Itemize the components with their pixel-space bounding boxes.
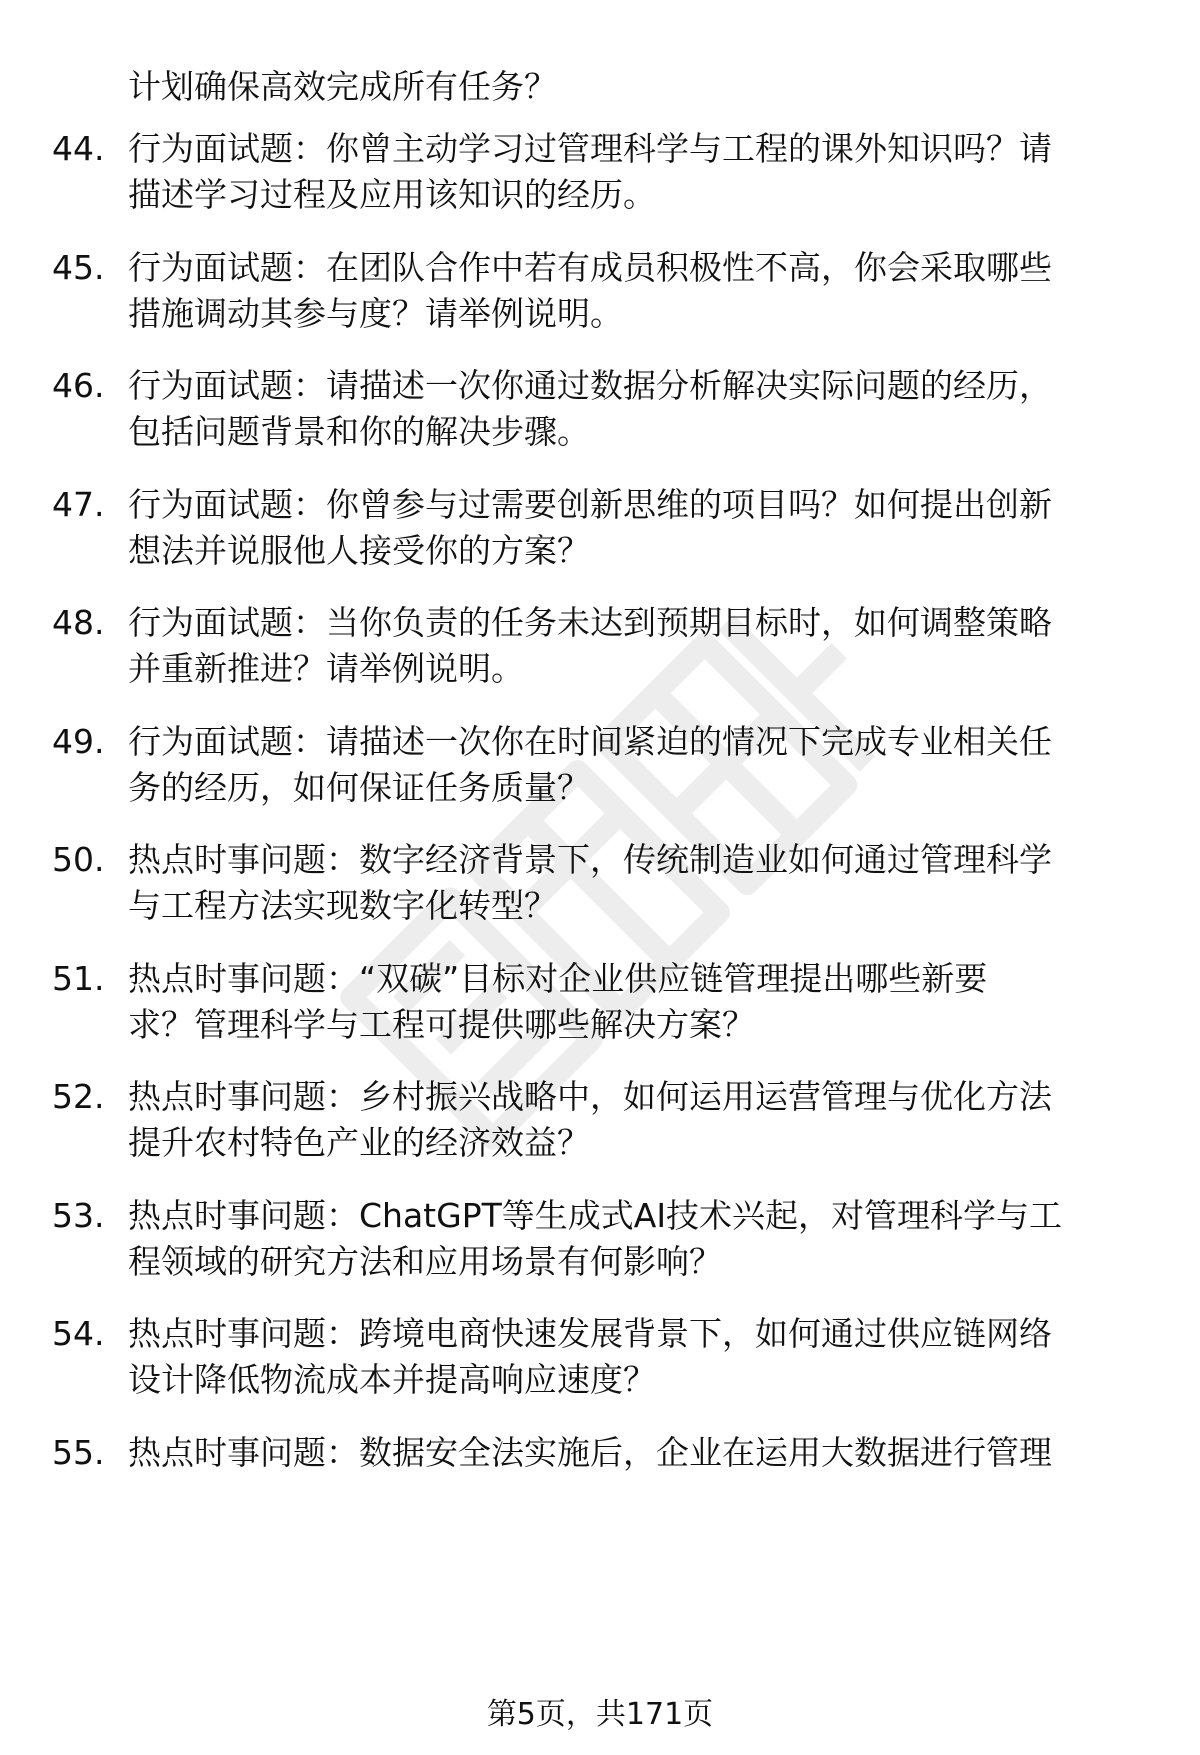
question-text: 行为面试题：你曾主动学习过管理科学与工程的课外知识吗？请 描述学习过程及应用该知识的经历。 [128,129,1052,214]
question-text: 热点时事问题：跨境电商快速发展背景下，如何通过供应链网络 设计降低物流成本并提高响应速度？ [128,1314,1052,1399]
list-item [0,126,1200,222]
question-text: 行为面试题：请描述一次你通过数据分析解决实际问题的经历， 包括问题背景和你的解决步骤。 [128,366,1052,451]
question-text: 行为面试题：你曾参与过需要创新思维的项目吗？如何提出创新 想法并说服他人接受你的方案？ [128,485,1052,570]
list-item [0,719,1200,815]
question-number: 51. [52,959,105,998]
question-text: 热点时事问题：乡村振兴战略中，如何运用运营管理与优化方法 提升农村特色产业的经济效益？ [128,1077,1052,1162]
question-number: 50. [52,840,105,879]
question-text: 行为面试题：请描述一次你在时间紧迫的情况下完成专业相关任 务的经历，如何保证任务质量？ [128,722,1052,807]
list-item [0,482,1200,578]
list-item [0,245,1200,341]
question-number: 55. [52,1433,105,1472]
question-number: 53. [52,1196,105,1235]
question-text: 行为面试题：在团队合作中若有成员积极性不高，你会采取哪些 措施调动其参与度？请举例说明。 [128,248,1052,333]
page-footer: 第5页，共171页 [486,1697,714,1732]
list-item [0,1311,1200,1407]
question-number: 45. [52,248,105,287]
question-text: 热点时事问题：数字经济背景下，传统制造业如何通过管理科学 与工程方法实现数字化转型？ [128,840,1052,925]
question-number: 44. [52,129,105,168]
question-number: 46. [52,366,105,405]
list-item [0,1430,1200,1480]
question-text: 行为面试题：当你负责的任务未达到预期目标时，如何调整策略 并重新推进？请举例说明。 [128,603,1052,688]
question-text: 热点时事问题：ChatGPT等生成式AI技术兴起，对管理科学与工 程领域的研究方法和应用场景有何影响？ [128,1196,1063,1281]
question-text: 热点时事问题：数据安全法实施后，企业在运用大数据进行管理 [128,1433,1052,1472]
list-item [0,956,1200,1052]
question-number: 52. [52,1077,105,1116]
list-item [0,600,1200,696]
list-item [0,1074,1200,1170]
question-text: 热点时事问题：“双碳”目标对企业供应链管理提出哪些新要 求？管理科学与工程可提供哪些解决方案？ [128,959,988,1044]
question-number: 49. [52,722,105,761]
question-number: 47. [52,485,105,524]
question-number: 54. [52,1314,105,1353]
list-item [0,363,1200,459]
question-number: 48. [52,603,105,642]
continued-question-text: 计划确保高效完成所有任务？ [128,67,557,106]
list-item [0,1193,1200,1289]
list-item [0,837,1200,933]
